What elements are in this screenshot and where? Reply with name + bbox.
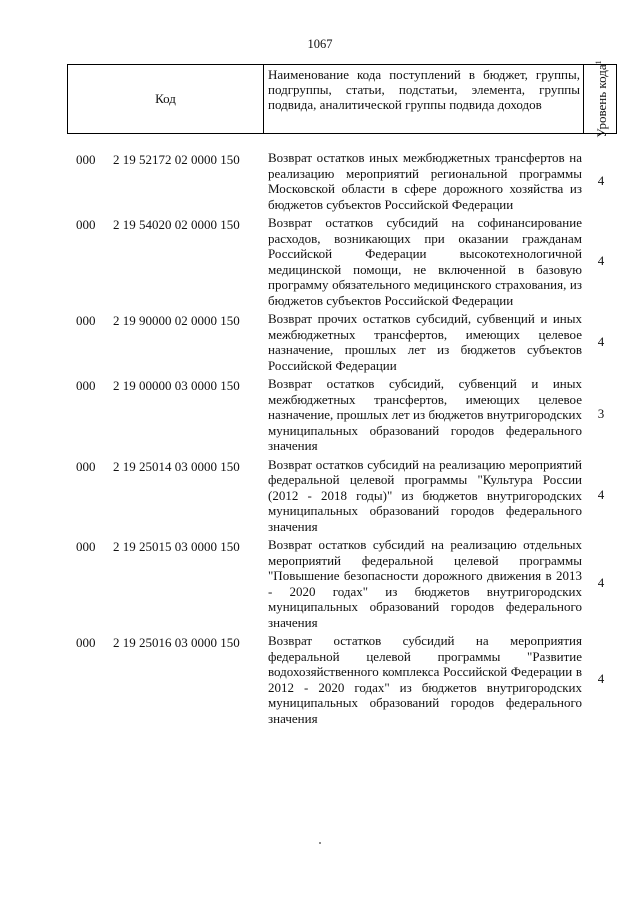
- row-name: Возврат остатков субсидий, субвенций и иных межбюджетных трансфертов, имеющих целевое назначение, прошлых лет из бюджетов внутригородских муниципальных образований городов федерального значения: [268, 376, 582, 453]
- page-number: 1067: [307, 37, 333, 51]
- row-name: Возврат остатков субсидий на реализацию мероприятий федеральной целевой программы "Культура России (2012 - 2018 годы)" из бюджетов внутригородских муниципальных образований городов федерального значения: [268, 456, 582, 534]
- header-level-footnote: 1: [593, 60, 603, 65]
- row-name: Возврат остатков субсидий на софинансирование расходов, возникающих при оказании гражданам Российской Федерации высокотехнологичной медицинской помощи, не включенной в базовую программу обязательного медицинского страхования, из бюджетов субъектов Российской Федерации: [268, 215, 582, 308]
- row-level: 4: [597, 253, 605, 268]
- row-admin-code: 000: [76, 635, 96, 650]
- row-level: 4: [597, 333, 605, 349]
- table-row: [0, 214, 640, 308]
- row-admin-code: 000: [76, 217, 96, 232]
- row-level: 4: [597, 575, 605, 590]
- table-row: [0, 149, 640, 212]
- row-admin-code: 000: [76, 539, 96, 554]
- row-name: Возврат остатков субсидий на реализацию отдельных мероприятий федеральной целевой программы "Повышение безопасности дорожного движения в 2013 - 2020 годах" из бюджетов внутригородских муниципальных образований городов федерального значения: [268, 537, 582, 630]
- header-level-cell: [584, 60, 616, 138]
- row-revenue-code: 2 19 54020 02 0000 150: [113, 217, 240, 232]
- header-code-cell: [68, 65, 264, 133]
- row-level: 4: [597, 172, 605, 188]
- table-row: [0, 536, 640, 630]
- table-row: [0, 375, 640, 454]
- header-name-label: Наименование кода поступлений в бюджет, группы, подгруппы, статьи, подстатьи, элемента, группы подвида, аналитической группы подвида доходов: [268, 67, 580, 112]
- row-admin-code: 000: [76, 313, 96, 328]
- row-admin-code: 000: [76, 152, 96, 167]
- header-code-label: Код: [155, 91, 176, 106]
- table-row: [0, 632, 640, 726]
- row-level: 4: [597, 486, 605, 502]
- header-level-label: Уровень кода: [594, 64, 610, 138]
- row-name: Возврат прочих остатков субсидий, субвенций и иных межбюджетных трансфертов, имеющих целевое назначение, прошлых лет из бюджетов субъектов Российской Федерации: [268, 311, 582, 373]
- header-name-cell: [264, 65, 584, 133]
- header-level-label-wrap: [592, 60, 608, 137]
- row-revenue-code: 2 19 00000 03 0000 150: [113, 378, 240, 393]
- row-revenue-code: 2 19 25016 03 0000 150: [113, 635, 240, 650]
- row-level: 3: [597, 406, 605, 422]
- table-header: [67, 60, 617, 138]
- row-revenue-code: 2 19 52172 02 0000 150: [113, 152, 240, 167]
- row-level: 4: [597, 671, 605, 686]
- row-revenue-code: 2 19 90000 02 0000 150: [113, 313, 240, 328]
- row-revenue-code: 2 19 25014 03 0000 150: [113, 458, 240, 474]
- scan-speck: [319, 842, 321, 844]
- row-admin-code: 000: [76, 458, 96, 474]
- table-row: [0, 456, 640, 535]
- row-revenue-code: 2 19 25015 03 0000 150: [113, 539, 240, 554]
- row-name: Возврат остатков иных межбюджетных трансфертов на реализацию мероприятий региональной программы Московской области в сфере дорожного хозяйства из бюджетов субъектов Российской Федерации: [268, 150, 582, 212]
- table-row: [0, 310, 640, 373]
- row-name: Возврат остатков субсидий на мероприятия федеральной целевой программы "Развитие водохозяйственного комплекса Российской Федерации в 2012 - 2020 годах" из бюджетов внутригородских муниципальных образований городов федерального значения: [268, 633, 582, 726]
- code-table-body: [0, 149, 640, 726]
- row-admin-code: 000: [76, 378, 96, 393]
